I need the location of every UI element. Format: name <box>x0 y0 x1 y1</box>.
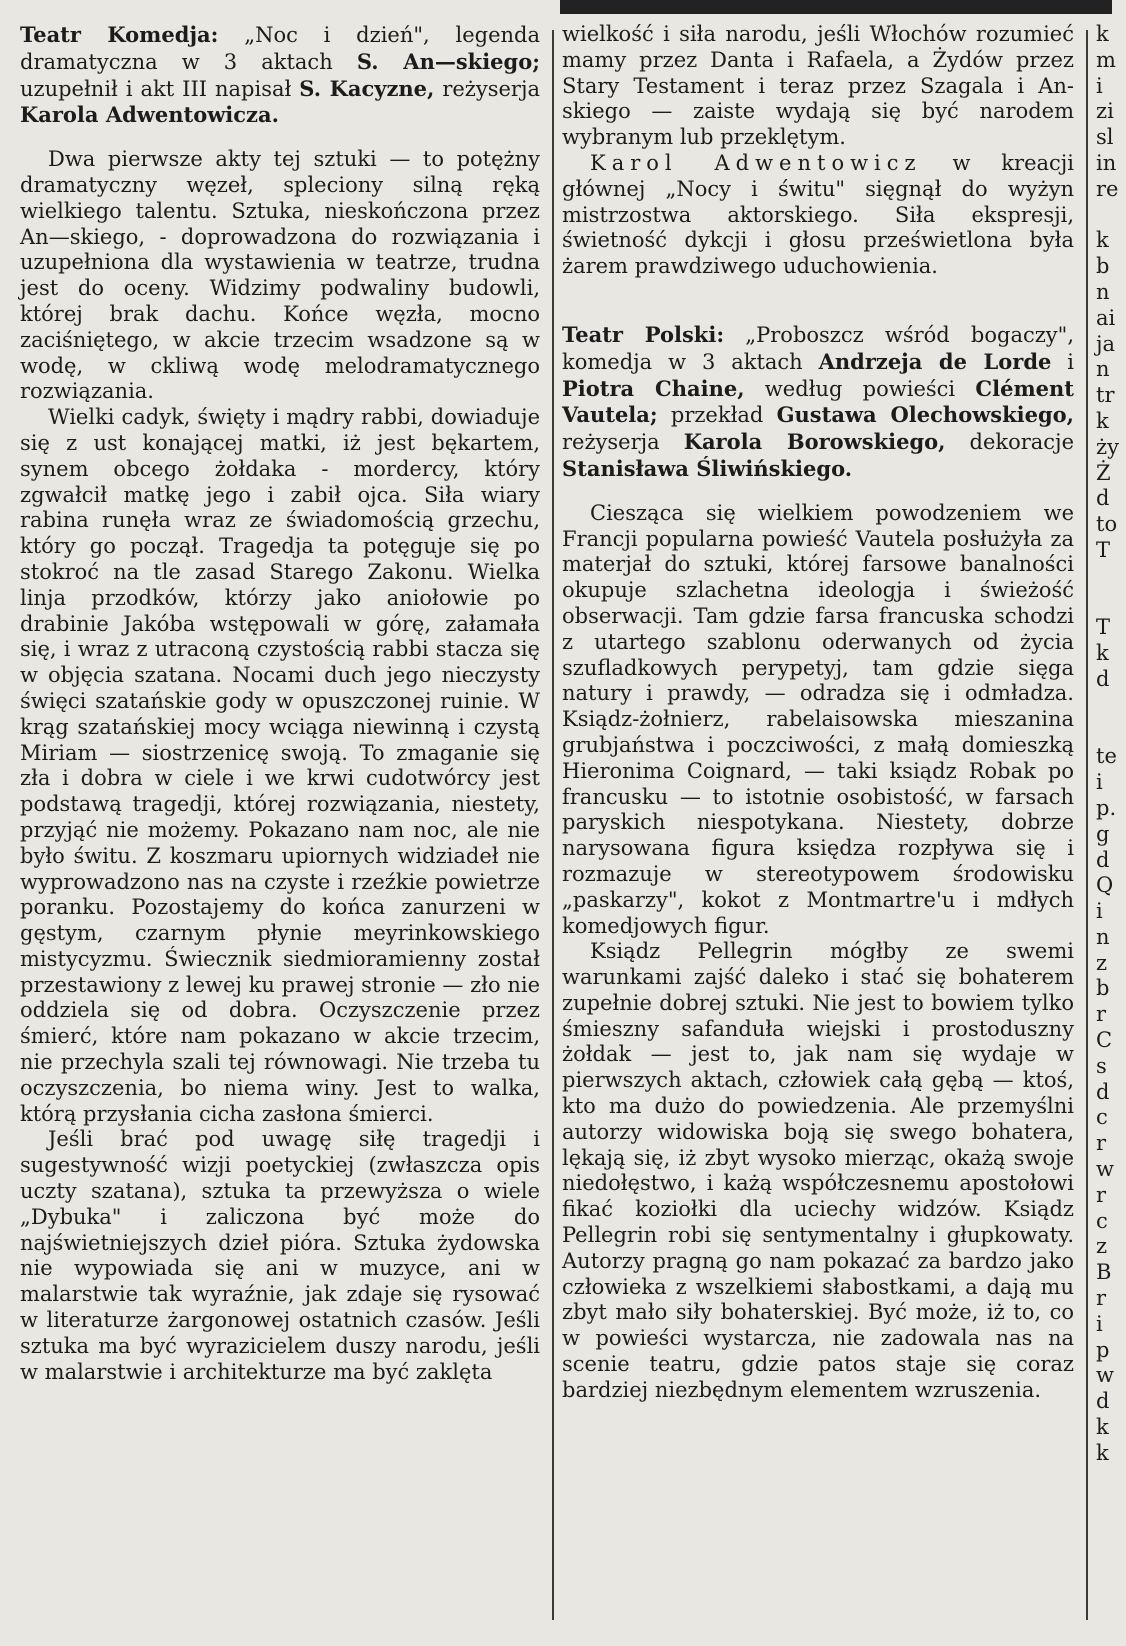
actor-name: Karol Adwentowicz <box>590 150 922 175</box>
edge-fragment: k <box>1096 22 1109 46</box>
closing-text: w kreacji głównej „Nocy i świtu" sięgnął do wyżyn mistrzostwa aktorskiego. Siła ekspresji, świetność dykcji i głosu prześwietlona była żarem prawdziwego uduchowienia. <box>562 150 1074 279</box>
article1-paragraph: Wielki cadyk, święty i mądry rabbi, dowiaduje się z ust konającej matki, iż jest bękartem, synem obcego żołdaka - mordercy, który zgwałcił matkę jego i zabił ojca. Siła wiary rabina runęła wraz ze świadomością grzechu, który go począł. Tragedja ta potęguje się po stokroć na tle zasad Starego Zakonu. Wielka linja przodków, którzy jako aniołowie po drabinie Jakóba wstępowali w górę, załamała się, i wraz z utraconą czystością rabbi stacza się w objęcia szatana. Nocami duch jego nieczysty święci szatańskie gody w opuszczonej ruinie. W krąg szatańskiej mocy wciąga niewinną i czystą Miriam — siostrzenicę swoją. To zmaganie się zła i dobra w ciele i we krwi cudotwórcy jest podstawą tragedji, której rozwiązania, niestety, przyjąć nie możemy. Pokazano nam noc, ale nie było świtu. Z koszmaru upiornych widziadeł nie wyprowadzono nas na czyste i rzeźkie powietrze poranku. Pozostajemy do końca zanurzeni w gęstym, czarnym płynie meyrinkowskiego mistycyzmu. Świecznik siedmioramienny został przestawiony z lewej ku prawej stronie — zło nie oddziela się od dobra. Oczyszczenie przez śmierć, które nam pokazano w akcie trzecim, nie przechyla szali tej równowagi. Nie trzeba tu oczyszczenia, bo niema winy. Jest to walka, którą przysłania cicha zasłona śmierci. <box>20 405 540 1126</box>
edge-fragment: i <box>1096 1311 1103 1336</box>
edge-fragment: B <box>1096 1260 1112 1285</box>
edge-fragment: w <box>1096 1363 1114 1388</box>
theatre-name: Teatr Komedja: <box>20 22 219 47</box>
column-middle <box>562 22 1074 1404</box>
edge-fragment: n <box>1096 924 1110 949</box>
header-text: „Proboszcz wśród bogaczy", komedja w 3 aktach <box>562 322 1074 374</box>
column-left <box>20 22 540 1385</box>
edge-fragment <box>1096 590 1126 616</box>
column-rule <box>552 30 554 1620</box>
edge-fragment: k <box>1096 1415 1109 1440</box>
edge-fragment: c <box>1096 1105 1108 1130</box>
edge-fragment: d <box>1096 1079 1110 1104</box>
header-text: reżyserja <box>562 430 684 455</box>
masthead-strip <box>560 0 1112 14</box>
article2-paragraph: Ksiądz Pellegrin mógłby ze swemi warunkami zajść daleko i stać się bohaterem zupełnie dobrej sztuki. Nie jest to bowiem tylko śmieszny safanduła wiejski i prostoduszny żołdak — jest to, jak nam się wydaje w pierwszych aktach, człowiek całą gębą — ktoś, kto ma dużo do powiedzenia. Ale przemyślni autorzy widowiska boją się swego bohatera, lękają się, iż zbyt wysoko mierząc, okażą swoje niedołęstwo, i każą współczesnemu apostołowi fikać koziołki dla uciechy widzów. Ksiądz Pellegrin robi się sentymentalny i głupkowaty. Autorzy pragną go nam pokazać za bardzo jako człowieka z wszelkiemi słabostkami, a dają mu zbyt mało siły bohaterskiej. Być może, iż to, co w powieści wystarcza, nie zadowala nas na scenie teatru, gdzie patos staje się coraz bardziej niezbędnym elementem wzruszenia. <box>562 939 1074 1402</box>
edge-fragment: ai <box>1096 305 1116 330</box>
director-name: Karola Borowskiego, <box>683 429 946 455</box>
author-name: Piotra Chaine, <box>562 375 745 401</box>
edge-fragment: te <box>1096 744 1117 769</box>
article1-continuation: wielkość i siła narodu, jeśli Włochów rozumieć mamy przez Danta i Rafaela, a Żydów przez Stary Testament i teraz przez Szagala i An-skiego — zaiste wydają się być narodem wybranym lub przeklętym. <box>562 22 1074 150</box>
designer-name: Stanisława Śliwińskiego. <box>562 455 853 481</box>
edge-fragment <box>1096 719 1126 745</box>
article2-header <box>562 322 1074 483</box>
edge-fragment: to <box>1096 512 1118 537</box>
column-right-cropped <box>1096 22 1126 1467</box>
edge-fragment: tr <box>1096 383 1115 408</box>
edge-fragment: k <box>1096 408 1109 433</box>
edge-fragment: w <box>1096 1157 1114 1182</box>
author-name: Clément Vautela; <box>562 375 1074 428</box>
director-name: Karola Adwentowicza. <box>20 102 279 128</box>
edge-fragment: z <box>1096 1234 1108 1259</box>
edge-fragment: d <box>1096 486 1110 511</box>
edge-fragment: sl <box>1096 125 1114 150</box>
translator-name: Gustawa Olechowskiego, <box>776 402 1074 428</box>
edge-fragment: d <box>1096 666 1110 691</box>
edge-fragment: C <box>1096 1028 1113 1053</box>
edge-fragment: n <box>1096 357 1110 382</box>
header-text: reżyserja <box>434 76 540 101</box>
edge-fragment: p. <box>1096 795 1117 820</box>
author-name: S. An—skiego; <box>356 48 540 74</box>
edge-fragment: c <box>1096 1208 1108 1233</box>
edge-fragment: m <box>1096 47 1116 72</box>
header-text: przekład <box>657 403 777 428</box>
edge-fragment: Q <box>1096 873 1114 898</box>
edge-fragment: d <box>1096 1389 1110 1414</box>
edge-fragment <box>1096 693 1126 719</box>
edge-fragment: r <box>1096 1131 1107 1156</box>
edge-fragment: in <box>1096 150 1117 175</box>
edge-fragment: Ż <box>1096 460 1111 485</box>
article1-paragraph: Jeśli brać pod uwagę siłę tragedji i sugestywność wizji poetyckiej (zwłaszcza opis uczty szatana), sztuka ta przewyższa o wiele „Dybuka" i zaliczona być może do najświetniejszych dzieł pióra. Sztuka żydowska nie wypowiada się ani w muzyce, ani w malarstwie tak wyraźnie, jak zdaje się rysować w literaturze żargonowej ostatnich czasów. Jeśli sztuka ma być wyrazicielem duszy narodu, jeśli w malarstwie i architekturze ma być zaklęta <box>20 1127 540 1384</box>
article1-paragraph: Dwa pierwsze akty tej sztuki — to potężny dramatyczny węzeł, spleciony silną ręką wielkiego talentu. Sztuka, nieskończona przez An—skiego, - doprowadzona do rozwiązania i uzupełniona dla wystawienia w teatrze, trudna jest do oceny. Widzimy podwaliny budowli, której brak dachu. Końce węzła, mocno zaciśniętego, w akcie trzecim wsadzone są w wodę, w ckliwą wodę melodramatycznego rozwiązania. <box>20 147 540 404</box>
article1-header <box>20 22 540 129</box>
edge-fragment: zi <box>1096 99 1114 124</box>
edge-fragment: d <box>1096 847 1110 872</box>
header-text: i <box>1051 349 1074 374</box>
edge-fragment: i <box>1096 899 1103 924</box>
header-text: dekoracje <box>945 430 1074 455</box>
edge-fragment: b <box>1096 254 1110 279</box>
edge-fragment: T <box>1096 615 1111 640</box>
edge-fragments <box>1096 22 1126 1467</box>
edge-fragment: p <box>1096 1337 1110 1362</box>
edge-fragment: i <box>1096 770 1103 795</box>
edge-fragment: s <box>1096 1053 1107 1078</box>
edge-fragment <box>1096 564 1126 590</box>
edge-fragment: ży <box>1096 434 1119 459</box>
edge-fragment: z <box>1096 950 1108 975</box>
edge-fragment: r <box>1096 1182 1107 1207</box>
edge-fragment: T <box>1096 537 1111 562</box>
edge-fragment: k <box>1096 228 1109 253</box>
edge-fragment: k <box>1096 1440 1109 1465</box>
edge-fragment: k <box>1096 641 1109 666</box>
edge-fragment: r <box>1096 1002 1107 1027</box>
edge-fragment: re <box>1096 176 1119 201</box>
article2-paragraph: Ciesząca się wielkiem powodzeniem we Francji popularna powieść Vautela posłużyła za materjał do sztuki, której farsowe banalności okupuje szlachetna ideologja i świeżość obserwacji. Tam gdzie farsa francuska schodzi z utartego szablonu oderwanych od życia szufladkowych perypetyj, tam gdzie sięga natury i prawdy, — odradza się i odmładza. Ksiądz-żołnierz, rabelaisowska mieszanina grubjaństwa i poczciwości, z małą domieszką Hieronima Coignard, — taki ksiądz Robak po francusku — to istotnie osobistość, w farsach paryskich niespotykana. Niestety, dobrze narysowana figura księdza rozpływa się i rozmazuje w stereotypowem środowisku „paskarzy", kokot z Montmartre'u i mdłych komedjowych figur. <box>562 500 1074 938</box>
header-text: według powieści <box>744 376 976 401</box>
edge-fragment: r <box>1096 1286 1107 1311</box>
section-gap <box>562 280 1074 322</box>
edge-fragment: i <box>1096 73 1103 98</box>
edge-fragment: g <box>1096 821 1110 846</box>
edge-fragment <box>1096 203 1126 229</box>
header-text: „Noc i dzień", legenda dramatyczna w 3 aktach <box>20 23 540 74</box>
column-rule <box>1086 30 1088 1620</box>
theatre-name: Teatr Polski: <box>562 321 725 347</box>
header-text: uzupełnił i akt III napisał <box>20 76 300 101</box>
edge-fragment: ja <box>1096 331 1116 356</box>
author-name: S. Kacyzne, <box>299 75 435 101</box>
edge-fragment: n <box>1096 279 1110 304</box>
edge-fragment: b <box>1096 976 1110 1001</box>
author-name: Andrzeja de Lorde <box>818 348 1052 374</box>
article1-closing <box>562 151 1074 280</box>
